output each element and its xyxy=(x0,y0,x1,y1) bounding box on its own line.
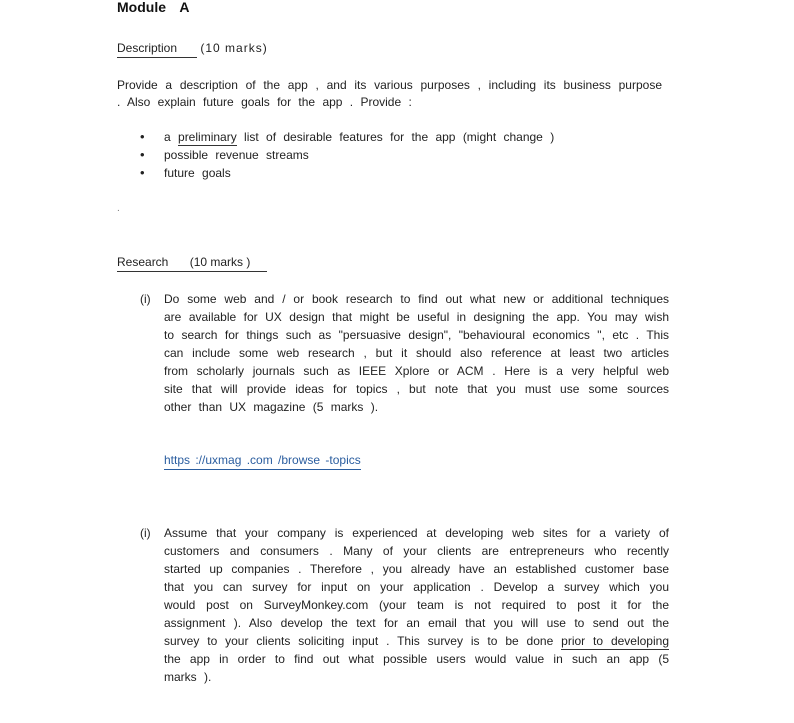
underlined-phrase: prior to developing xyxy=(561,634,669,648)
item-number: (i) xyxy=(140,292,151,306)
description-heading-row xyxy=(117,41,268,58)
research-heading-row xyxy=(117,255,267,272)
underlined-word: preliminary xyxy=(178,130,237,144)
item-number: (i) xyxy=(140,526,151,540)
stray-dot: . xyxy=(117,203,120,214)
module-title: Module A xyxy=(117,0,190,15)
list-item: • possible revenue streams xyxy=(140,146,554,164)
list-item: • a preliminary list of desirable features for the app (might change ) xyxy=(140,128,554,146)
research-marks: (10 marks ) xyxy=(189,255,251,269)
item-text: Assume that your company is experienced at developing web sites for a variety of customers and consumers . Many of your clients are entrepreneurs who recently started up companies . Therefore , you already have an established customer base that you can survey for input on your application . Develop a survey which you would post on SurveyMonkey.com (your team is not required to post it for the assignment ). Also develop the text for an email that you will use to send out the survey to your clients soliciting input . This survey is to be done prior to developing the app in order to find out what possible users would value in such an app (5 marks ). xyxy=(164,526,669,684)
features-list xyxy=(140,128,554,182)
item-text: Do some web and / or book research to find out what new or additional techniques are available for UX design that might be useful in designing the app. You may wish to search for things such as "persuasive design", "behavioural economics ", etc . This can include some web research , but it should also reference at least two articles from scholarly journals such as IEEE Xplore or ACM . Here is a very helpful web site that will provide ideas for topics , but note that you must use some sources other than UX magazine (5 marks ). xyxy=(164,292,669,414)
uxmag-link[interactable]: https ://uxmag .com /browse -topics xyxy=(164,453,361,470)
research-heading: Research xyxy=(117,255,169,269)
description-paragraph: Provide a description of the app , and its various purposes , including its business purpose . Also explain future goals for the app . Provide : xyxy=(117,78,662,109)
research-heading-underline xyxy=(117,255,267,272)
description-marks: (10 marks) xyxy=(200,41,268,55)
description-heading: Description xyxy=(117,41,197,58)
list-item: • future goals xyxy=(140,164,554,182)
